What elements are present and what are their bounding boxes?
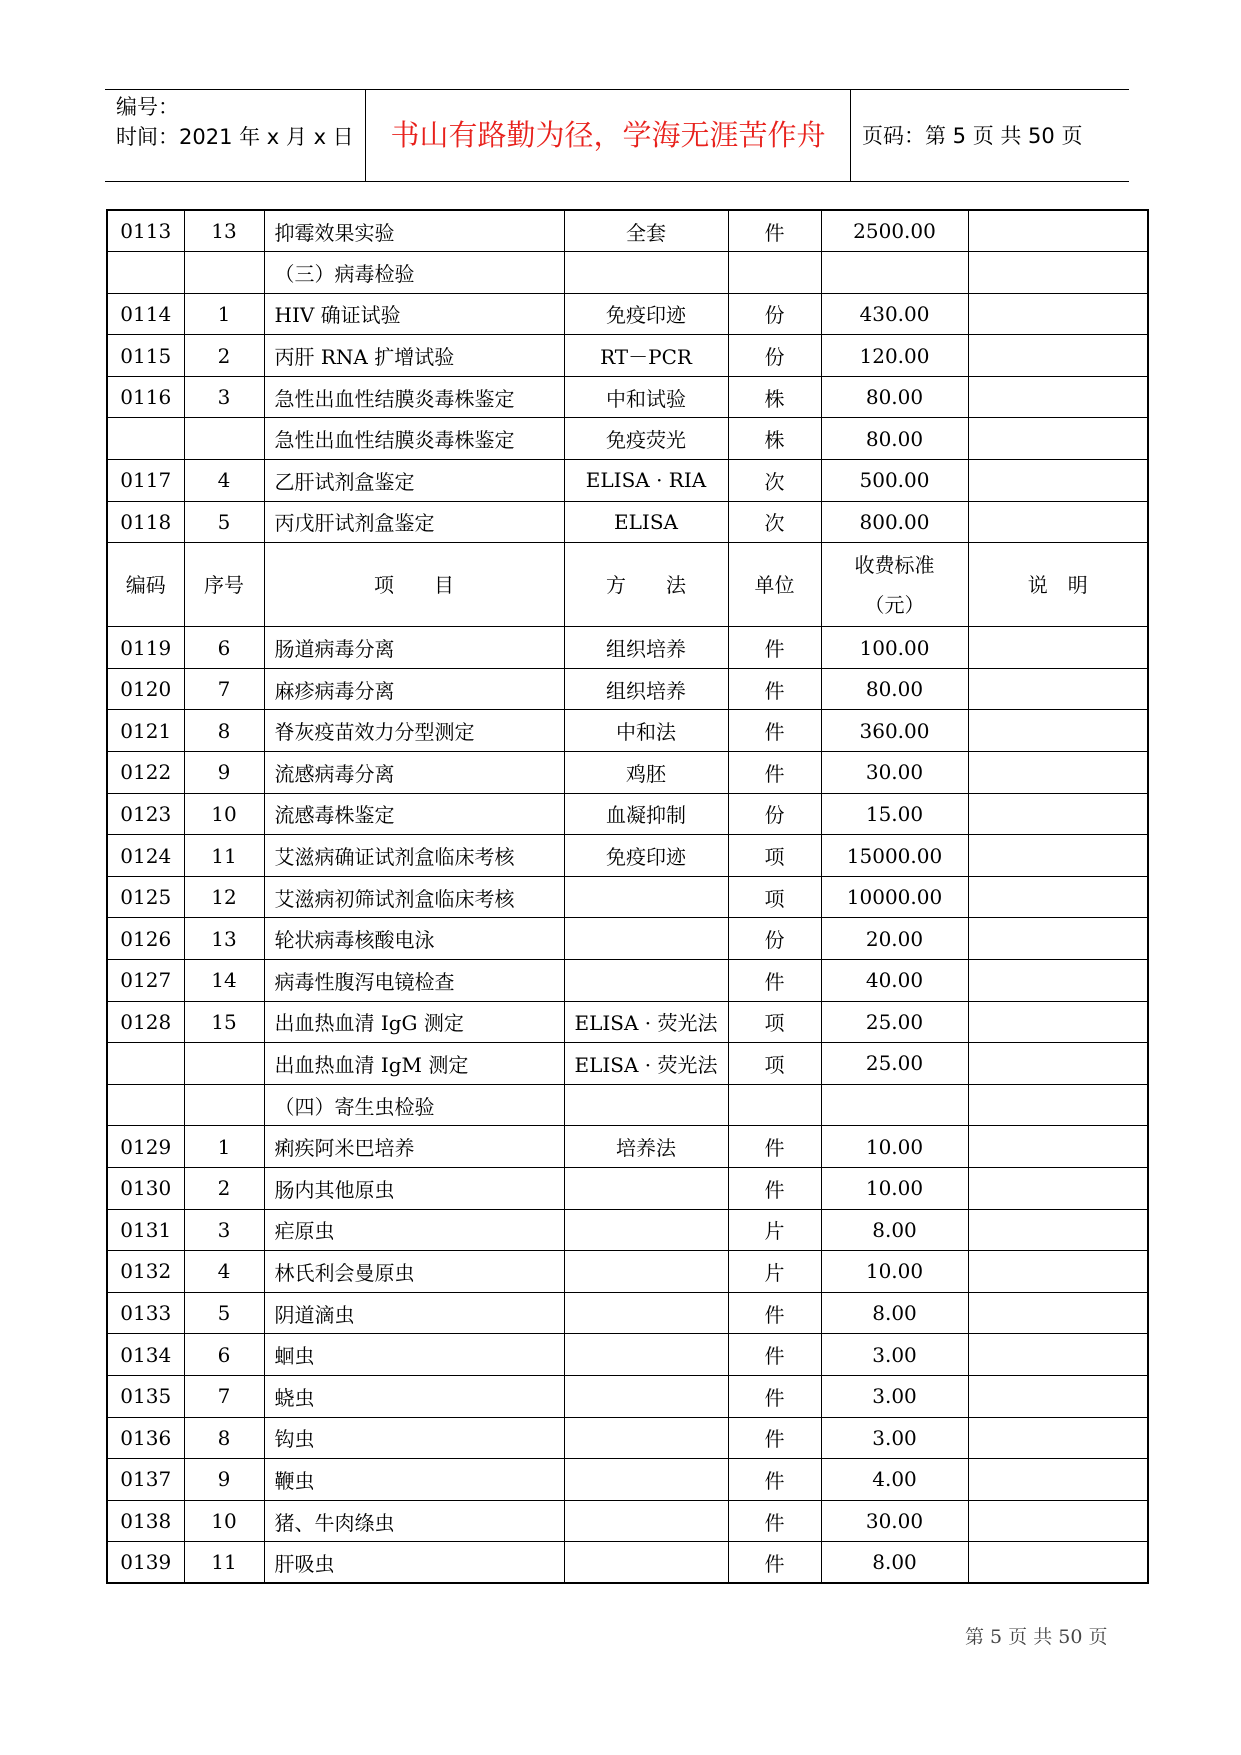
- cell-note: [968, 918, 1148, 960]
- table-row: [107, 501, 1148, 543]
- cell-seq: 10: [184, 793, 264, 835]
- cell-seq: 12: [184, 876, 264, 918]
- cell-fee: 500.00: [821, 460, 968, 502]
- cell-seq: 6: [184, 1334, 264, 1376]
- cell-code: 0130: [107, 1167, 184, 1209]
- cell-note: [968, 1084, 1148, 1126]
- cell-method: [564, 252, 728, 294]
- cell-seq: 11: [184, 1542, 264, 1584]
- cell-seq: [184, 252, 264, 294]
- cell-fee: 360.00: [821, 710, 968, 752]
- cell-seq: [184, 418, 264, 460]
- cell-note: [968, 668, 1148, 710]
- cell-fee: 8.00: [821, 1542, 968, 1584]
- cell-unit: 件: [728, 668, 821, 710]
- cell-seq: 3: [184, 376, 264, 418]
- table-row: [107, 1001, 1148, 1043]
- cell-note: [968, 210, 1148, 252]
- cell-code: 0134: [107, 1334, 184, 1376]
- cell-method: [564, 1251, 728, 1293]
- table-row: [107, 793, 1148, 835]
- cell-code: [107, 1043, 184, 1085]
- cell-unit: 件: [728, 1542, 821, 1584]
- cell-item: 肠内其他原虫: [264, 1167, 564, 1209]
- cell-fee: 100.00: [821, 627, 968, 669]
- cell-seq: 3: [184, 1209, 264, 1251]
- cell-note: [968, 1251, 1148, 1293]
- cell-unit: 项: [728, 876, 821, 918]
- table-row: [107, 1459, 1148, 1501]
- cell-item: （三）病毒检验: [264, 252, 564, 294]
- cell-item: 急性出血性结膜炎毒株鉴定: [264, 376, 564, 418]
- header-motto: 书山有路勤为径，学海无涯苦作舟: [390, 118, 826, 152]
- cell-seq: 13: [184, 210, 264, 252]
- cell-unit: 项: [728, 1001, 821, 1043]
- cell-code: 0129: [107, 1126, 184, 1168]
- cell-unit: 项: [728, 1043, 821, 1085]
- cell-item: 肝吸虫: [264, 1542, 564, 1584]
- cell-unit: 件: [728, 752, 821, 794]
- cell-unit: [728, 252, 821, 294]
- cell-fee: 10.00: [821, 1167, 968, 1209]
- cell-note: [968, 876, 1148, 918]
- col-header-method: 方 法: [564, 543, 728, 627]
- fee-table-body-bottom: [107, 627, 1148, 1584]
- cell-item: 疟原虫: [264, 1209, 564, 1251]
- cell-fee: 10.00: [821, 1126, 968, 1168]
- cell-method: [564, 960, 728, 1002]
- table-row: [107, 1334, 1148, 1376]
- cell-fee: 4.00: [821, 1459, 968, 1501]
- cell-code: 0122: [107, 752, 184, 794]
- cell-note: [968, 752, 1148, 794]
- cell-method: ELISA: [564, 501, 728, 543]
- table-row: [107, 668, 1148, 710]
- cell-method: [564, 1209, 728, 1251]
- cell-fee: 120.00: [821, 335, 968, 377]
- cell-seq: 10: [184, 1500, 264, 1542]
- table-row: [107, 627, 1148, 669]
- cell-unit: [728, 1084, 821, 1126]
- cell-method: [564, 1417, 728, 1459]
- cell-unit: 份: [728, 918, 821, 960]
- document-time-label: 时间：2021 年 x 月 x 日: [116, 125, 354, 149]
- cell-fee: 30.00: [821, 1500, 968, 1542]
- table-row: [107, 918, 1148, 960]
- cell-method: [564, 918, 728, 960]
- cell-code: 0115: [107, 335, 184, 377]
- header-divider-right: [850, 89, 851, 182]
- cell-code: 0131: [107, 1209, 184, 1251]
- cell-unit: 片: [728, 1209, 821, 1251]
- cell-fee: 8.00: [821, 1209, 968, 1251]
- cell-fee: 10000.00: [821, 876, 968, 918]
- cell-fee: 3.00: [821, 1334, 968, 1376]
- cell-unit: 株: [728, 418, 821, 460]
- cell-seq: 7: [184, 668, 264, 710]
- cell-unit: 件: [728, 1375, 821, 1417]
- cell-item: 蛲虫: [264, 1375, 564, 1417]
- cell-code: 0121: [107, 710, 184, 752]
- cell-seq: 9: [184, 1459, 264, 1501]
- cell-code: 0124: [107, 835, 184, 877]
- cell-seq: [184, 1043, 264, 1085]
- cell-fee: 430.00: [821, 293, 968, 335]
- table-row: [107, 460, 1148, 502]
- cell-fee: 10.00: [821, 1251, 968, 1293]
- cell-fee: 3.00: [821, 1417, 968, 1459]
- cell-fee: 3.00: [821, 1375, 968, 1417]
- table-row: [107, 1126, 1148, 1168]
- cell-fee: 15.00: [821, 793, 968, 835]
- cell-note: [968, 1167, 1148, 1209]
- cell-item: 艾滋病确证试剂盒临床考核: [264, 835, 564, 877]
- table-row: [107, 1375, 1148, 1417]
- cell-note: [968, 1001, 1148, 1043]
- cell-method: [564, 876, 728, 918]
- cell-method: 组织培养: [564, 668, 728, 710]
- cell-note: [968, 293, 1148, 335]
- document-number-label: 编号：: [116, 95, 179, 119]
- cell-item: 流感病毒分离: [264, 752, 564, 794]
- cell-note: [968, 1500, 1148, 1542]
- cell-method: 中和试验: [564, 376, 728, 418]
- cell-seq: 5: [184, 501, 264, 543]
- fee-table-body-top: [107, 210, 1148, 543]
- cell-code: 0117: [107, 460, 184, 502]
- cell-item: 林氏利会曼原虫: [264, 1251, 564, 1293]
- cell-item: 肠道病毒分离: [264, 627, 564, 669]
- cell-method: ELISA · 荧光法: [564, 1001, 728, 1043]
- cell-item: 鞭虫: [264, 1459, 564, 1501]
- cell-code: 0137: [107, 1459, 184, 1501]
- cell-method: [564, 1542, 728, 1584]
- header-bottom-rule: [105, 181, 1129, 182]
- cell-note: [968, 335, 1148, 377]
- col-header-item: 项 目: [264, 543, 564, 627]
- table-row: [107, 1209, 1148, 1251]
- cell-code: 0119: [107, 627, 184, 669]
- table-row: [107, 1167, 1148, 1209]
- table-row: [107, 376, 1148, 418]
- cell-item: 丙肝 RNA 扩增试验: [264, 335, 564, 377]
- cell-seq: 4: [184, 1251, 264, 1293]
- table-row: [107, 293, 1148, 335]
- cell-code: [107, 252, 184, 294]
- cell-item: 痢疾阿米巴培养: [264, 1126, 564, 1168]
- cell-fee: 25.00: [821, 1043, 968, 1085]
- table-row: [107, 210, 1148, 252]
- cell-item: 轮状病毒核酸电泳: [264, 918, 564, 960]
- page-footer: 第 5 页 共 50 页: [965, 1626, 1108, 1648]
- cell-fee: 80.00: [821, 668, 968, 710]
- cell-unit: 件: [728, 1334, 821, 1376]
- cell-method: 中和法: [564, 710, 728, 752]
- table-row: [107, 876, 1148, 918]
- col-header-seq: 序号: [184, 543, 264, 627]
- cell-fee: 8.00: [821, 1292, 968, 1334]
- col-header-note: 说 明: [968, 543, 1148, 627]
- cell-item: 病毒性腹泻电镜检查: [264, 960, 564, 1002]
- header-page-info: 页码：第 5 页 共 50 页: [862, 124, 1083, 148]
- cell-note: [968, 835, 1148, 877]
- cell-fee: 80.00: [821, 376, 968, 418]
- cell-code: 0114: [107, 293, 184, 335]
- table-row: [107, 418, 1148, 460]
- cell-unit: 件: [728, 1500, 821, 1542]
- cell-method: [564, 1459, 728, 1501]
- cell-unit: 件: [728, 210, 821, 252]
- cell-method: [564, 1084, 728, 1126]
- table-row: [107, 1542, 1148, 1584]
- table-row: [107, 1084, 1148, 1126]
- cell-code: 0123: [107, 793, 184, 835]
- cell-item: 阴道滴虫: [264, 1292, 564, 1334]
- cell-item: 出血热血清 IgM 测定: [264, 1043, 564, 1085]
- cell-seq: 4: [184, 460, 264, 502]
- cell-code: 0135: [107, 1375, 184, 1417]
- cell-fee: 80.00: [821, 418, 968, 460]
- cell-fee: [821, 1084, 968, 1126]
- cell-method: [564, 1167, 728, 1209]
- cell-unit: 份: [728, 335, 821, 377]
- header-top-rule: [105, 89, 1129, 90]
- table-row: [107, 1500, 1148, 1542]
- cell-code: 0125: [107, 876, 184, 918]
- cell-unit: 件: [728, 1417, 821, 1459]
- cell-note: [968, 1126, 1148, 1168]
- cell-item: 乙肝试剂盒鉴定: [264, 460, 564, 502]
- cell-code: 0128: [107, 1001, 184, 1043]
- cell-seq: 15: [184, 1001, 264, 1043]
- table-row: [107, 752, 1148, 794]
- cell-method: ELISA · 荧光法: [564, 1043, 728, 1085]
- cell-unit: 份: [728, 293, 821, 335]
- table-row: [107, 835, 1148, 877]
- cell-code: 0132: [107, 1251, 184, 1293]
- cell-seq: 8: [184, 1417, 264, 1459]
- cell-item: 出血热血清 IgG 测定: [264, 1001, 564, 1043]
- cell-fee: 40.00: [821, 960, 968, 1002]
- cell-note: [968, 1542, 1148, 1584]
- cell-unit: 份: [728, 793, 821, 835]
- cell-code: 0133: [107, 1292, 184, 1334]
- cell-seq: 6: [184, 627, 264, 669]
- cell-seq: 14: [184, 960, 264, 1002]
- cell-method: [564, 1292, 728, 1334]
- cell-fee: 30.00: [821, 752, 968, 794]
- cell-unit: 件: [728, 1126, 821, 1168]
- cell-note: [968, 376, 1148, 418]
- cell-method: 免疫荧光: [564, 418, 728, 460]
- cell-item: 急性出血性结膜炎毒株鉴定: [264, 418, 564, 460]
- cell-unit: 株: [728, 376, 821, 418]
- cell-seq: 1: [184, 293, 264, 335]
- cell-method: ELISA · RIA: [564, 460, 728, 502]
- cell-code: 0116: [107, 376, 184, 418]
- cell-method: 全套: [564, 210, 728, 252]
- cell-code: 0120: [107, 668, 184, 710]
- cell-note: [968, 1209, 1148, 1251]
- cell-method: RT－PCR: [564, 335, 728, 377]
- cell-code: 0139: [107, 1542, 184, 1584]
- cell-item: 麻疹病毒分离: [264, 668, 564, 710]
- cell-unit: 件: [728, 960, 821, 1002]
- cell-fee: 800.00: [821, 501, 968, 543]
- table-row: [107, 1292, 1148, 1334]
- cell-method: 组织培养: [564, 627, 728, 669]
- cell-note: [968, 501, 1148, 543]
- cell-note: [968, 1417, 1148, 1459]
- cell-note: [968, 252, 1148, 294]
- cell-note: [968, 1292, 1148, 1334]
- cell-note: [968, 960, 1148, 1002]
- cell-item: 钩虫: [264, 1417, 564, 1459]
- cell-unit: 件: [728, 1459, 821, 1501]
- cell-note: [968, 793, 1148, 835]
- fee-table: [106, 209, 1149, 1584]
- cell-method: [564, 1500, 728, 1542]
- table-row: [107, 1417, 1148, 1459]
- table-row: [107, 252, 1148, 294]
- col-header-fee: [821, 543, 968, 627]
- cell-unit: 件: [728, 627, 821, 669]
- table-row: [107, 710, 1148, 752]
- cell-item: 丙戊肝试剂盒鉴定: [264, 501, 564, 543]
- cell-method: [564, 1375, 728, 1417]
- cell-code: 0136: [107, 1417, 184, 1459]
- table-row: [107, 1251, 1148, 1293]
- cell-seq: 2: [184, 1167, 264, 1209]
- table-header-row: [107, 543, 1148, 627]
- cell-code: 0126: [107, 918, 184, 960]
- cell-code: 0113: [107, 210, 184, 252]
- cell-fee: 15000.00: [821, 835, 968, 877]
- cell-item: 脊灰疫苗效力分型测定: [264, 710, 564, 752]
- cell-note: [968, 1043, 1148, 1085]
- cell-note: [968, 1334, 1148, 1376]
- cell-note: [968, 1375, 1148, 1417]
- cell-method: 鸡胚: [564, 752, 728, 794]
- cell-unit: 项: [728, 835, 821, 877]
- cell-item: 流感毒株鉴定: [264, 793, 564, 835]
- cell-seq: 2: [184, 335, 264, 377]
- cell-method: 血凝抑制: [564, 793, 728, 835]
- cell-fee: 20.00: [821, 918, 968, 960]
- cell-method: 免疫印迹: [564, 835, 728, 877]
- cell-unit: 片: [728, 1251, 821, 1293]
- col-header-fee-line1: 收费标准: [854, 552, 935, 577]
- cell-note: [968, 627, 1148, 669]
- cell-note: [968, 418, 1148, 460]
- cell-fee: [821, 252, 968, 294]
- cell-item: （四）寄生虫检验: [264, 1084, 564, 1126]
- cell-seq: 1: [184, 1126, 264, 1168]
- cell-method: 培养法: [564, 1126, 728, 1168]
- cell-item: HIV 确证试验: [264, 293, 564, 335]
- cell-unit: 件: [728, 1292, 821, 1334]
- cell-seq: 9: [184, 752, 264, 794]
- cell-note: [968, 1459, 1148, 1501]
- cell-unit: 件: [728, 1167, 821, 1209]
- cell-seq: [184, 1084, 264, 1126]
- cell-method: 免疫印迹: [564, 293, 728, 335]
- cell-unit: 次: [728, 501, 821, 543]
- cell-unit: 次: [728, 460, 821, 502]
- cell-method: [564, 1334, 728, 1376]
- col-header-fee-line2: （元）: [864, 592, 925, 617]
- cell-seq: 8: [184, 710, 264, 752]
- col-header-code: 编码: [107, 543, 184, 627]
- cell-seq: 7: [184, 1375, 264, 1417]
- table-row: [107, 1043, 1148, 1085]
- table-row: [107, 960, 1148, 1002]
- cell-fee: 25.00: [821, 1001, 968, 1043]
- cell-fee: 2500.00: [821, 210, 968, 252]
- cell-code: 0127: [107, 960, 184, 1002]
- cell-item: 艾滋病初筛试剂盒临床考核: [264, 876, 564, 918]
- cell-item: 猪、牛肉绦虫: [264, 1500, 564, 1542]
- cell-seq: 13: [184, 918, 264, 960]
- cell-note: [968, 710, 1148, 752]
- header-meta: [116, 92, 354, 152]
- cell-note: [968, 460, 1148, 502]
- cell-code: [107, 418, 184, 460]
- cell-seq: 11: [184, 835, 264, 877]
- cell-unit: 件: [728, 710, 821, 752]
- table-row: [107, 335, 1148, 377]
- cell-code: 0138: [107, 1500, 184, 1542]
- cell-item: 蛔虫: [264, 1334, 564, 1376]
- cell-item: 抑霉效果实验: [264, 210, 564, 252]
- cell-seq: 5: [184, 1292, 264, 1334]
- fee-table-header: [107, 543, 1148, 627]
- cell-code: 0118: [107, 501, 184, 543]
- col-header-unit: 单位: [728, 543, 821, 627]
- cell-code: [107, 1084, 184, 1126]
